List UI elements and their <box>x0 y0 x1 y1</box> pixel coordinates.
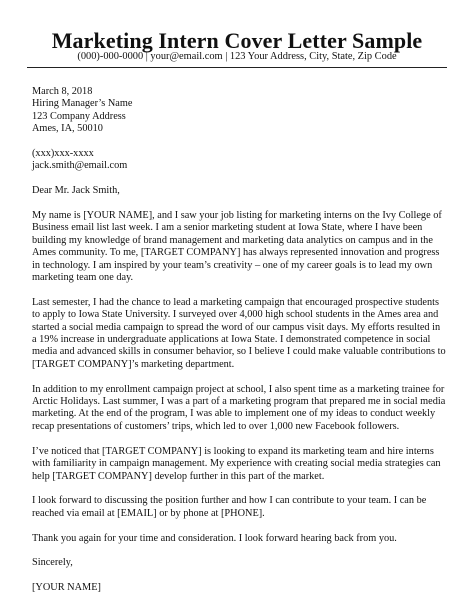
recipient-city: Ames, IA, 50010 <box>32 123 103 135</box>
body-paragraph-3: In addition to my enrollment campaign project at school, I also spent time as a marketing trainee for Arctic Holidays. Last summer, I was a part of a marketing program that prepared me in social media marketing. At the end of the program, I was able to implement one of my ideas to conduct weekly recap presentations of customers’ trips, which led to over 1,000 new Facebook followers. <box>32 383 446 432</box>
sender-contact-block <box>32 148 446 173</box>
body-paragraph-2: Last semester, I had the chance to lead a marketing campaign that encouraged prospective students to apply to Iowa State University. I surveyed over 4,000 high school students in the Ames area and started a social media campaign to spread the word of our campus visit days. My efforts resulted in a 19% increase in undergraduate applications at Iowa State. I demonstrated competence in social media and advanced skills in consumer behavior, so I believe I could make valuable contributions to [TARGET COMPANY]’s marketing department. <box>32 296 446 370</box>
recipient-block <box>32 86 446 136</box>
body-paragraph-1: My name is [YOUR NAME], and I saw your job listing for marketing interns on the Ivy College of Business email list last week. I am a senior marketing student at Iowa State, where I have been building my knowledge of brand management and marketing data analytics on campus and in the Ames community. To me, [TARGET COMPANY] has always represented innovation and progress in technology. I am inspired by your team’s creativity – one of my career goals is to lead my own marketing team one day. <box>32 210 442 284</box>
sender-phone: (xxx)xxx-xxxx <box>32 148 94 160</box>
recipient-address: 123 Company Address <box>32 110 126 122</box>
letter-body <box>32 86 446 595</box>
signature-name: [YOUR NAME] <box>32 582 101 594</box>
salutation: Dear Mr. Jack Smith, <box>32 185 120 197</box>
header-divider <box>27 67 447 68</box>
body-paragraph-6: Thank you again for your time and consideration. I look forward hearing back from you. <box>32 532 397 544</box>
closing: Sincerely, <box>32 557 73 569</box>
letter-date: March 8, 2018 <box>32 86 93 97</box>
recipient-name: Hiring Manager’s Name <box>32 98 133 110</box>
body-paragraph-5: I look forward to discussing the position further and how I can contribute to your team. I can be reached via email at [EMAIL] or by phone at [PHONE]. <box>32 495 427 519</box>
document-title: Marketing Intern Cover Letter Sample <box>51 28 423 53</box>
body-paragraph-4: I’ve noticed that [TARGET COMPANY] is looking to expand its marketing team and hire interns with familiarity in campaign management. My experience with creating social media strategies can help [TARGET COMPANY] develop further in this part of the market. <box>32 445 441 482</box>
contact-line: (000)-000-0000 | your@email.com | 123 Your Address, City, State, Zip Code <box>77 51 397 62</box>
sender-email: jack.smith@email.com <box>32 160 128 172</box>
